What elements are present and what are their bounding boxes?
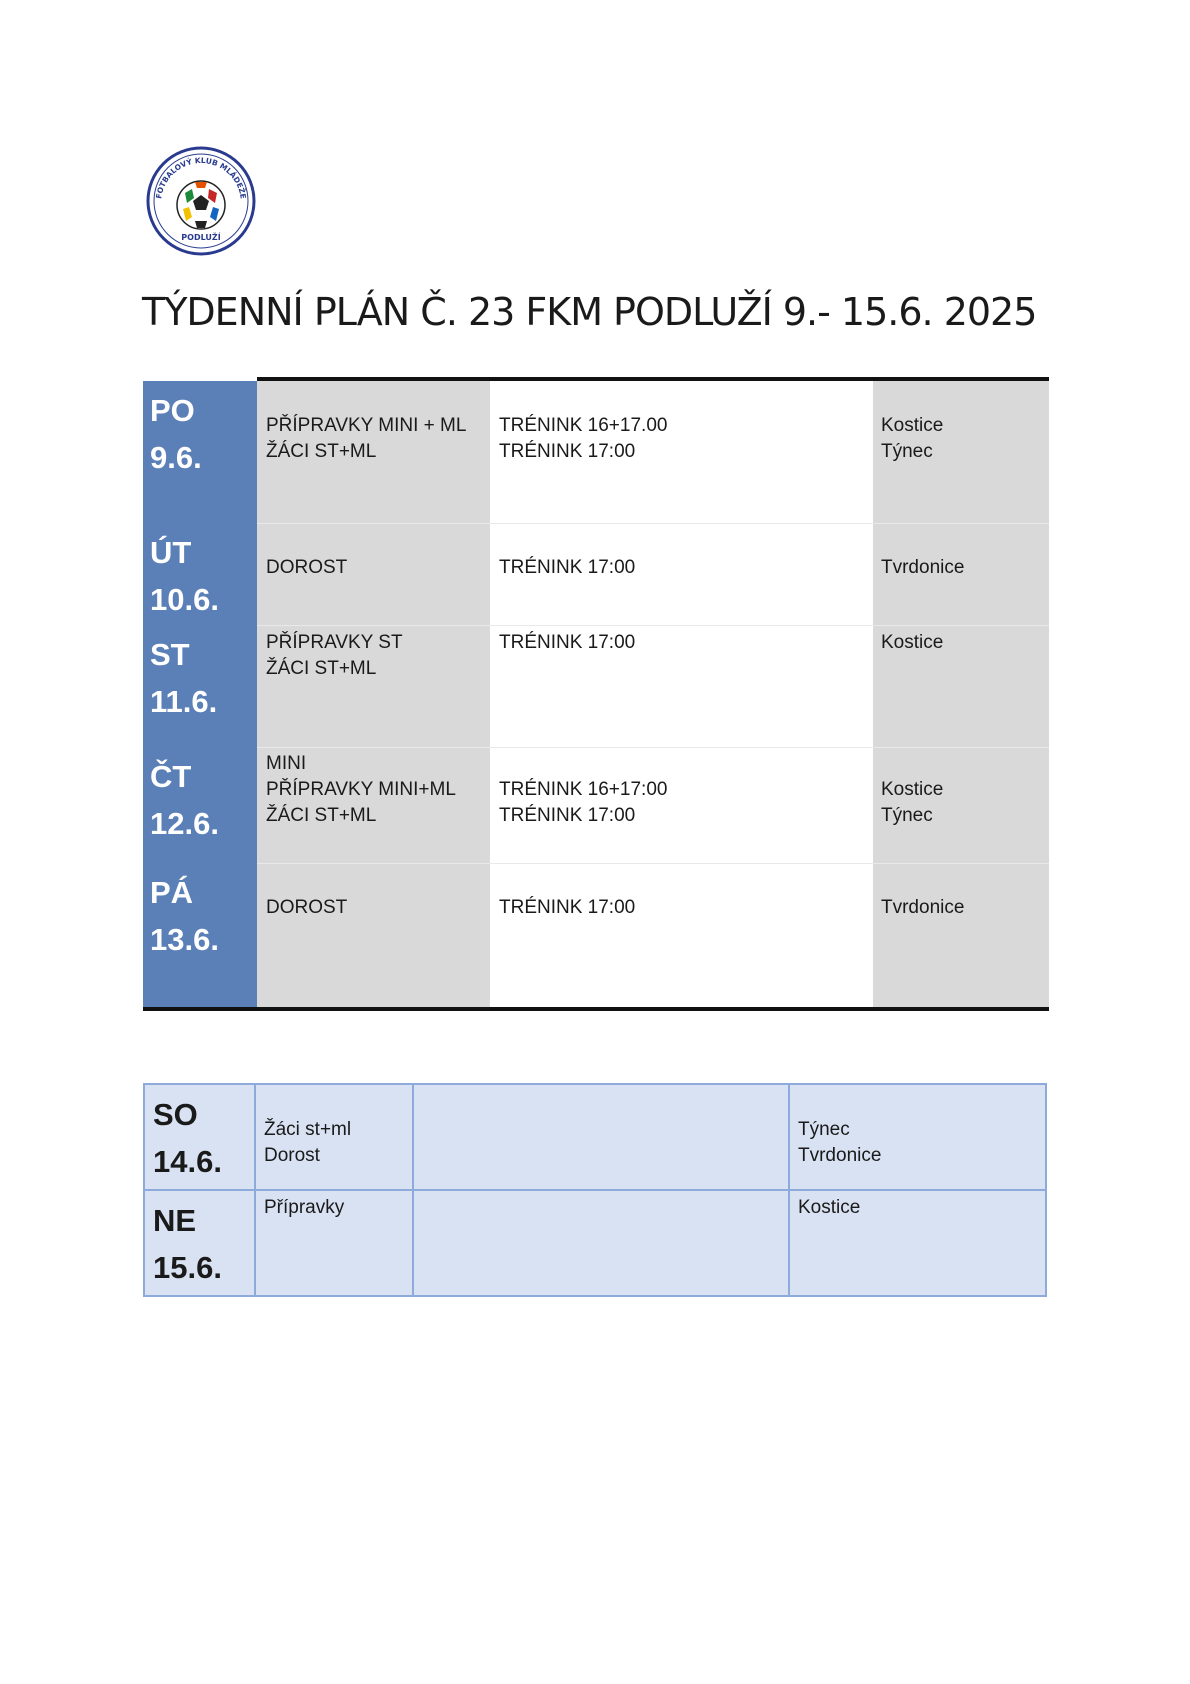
- group-text: ŽÁCI ST+ML: [266, 441, 377, 462]
- group-text: Dorost: [264, 1145, 320, 1166]
- table-bottom-rule: [143, 1007, 1049, 1011]
- activity-text: TRÉNINK 17:00: [499, 557, 636, 578]
- row-divider: [257, 863, 1049, 864]
- day-cell: [143, 863, 257, 1007]
- day-cell: [143, 625, 257, 747]
- group-cell: [257, 381, 490, 523]
- location-text: Týnec: [881, 805, 933, 826]
- day-name: PO: [150, 393, 195, 428]
- location-text: Kostice: [881, 779, 944, 800]
- day-date: 14.6.: [153, 1144, 222, 1179]
- group-cell: [257, 747, 490, 863]
- club-logo: [145, 145, 257, 257]
- day-name: NE: [153, 1203, 197, 1238]
- table-row: [143, 523, 1049, 625]
- day-date: 10.6.: [150, 582, 219, 617]
- group-cell: [255, 1084, 413, 1190]
- day-date: 12.6.: [150, 806, 219, 841]
- location-cell: [873, 625, 1049, 747]
- location-text: Tvrdonice: [881, 557, 965, 578]
- group-cell: [257, 863, 490, 1007]
- group-text: DOROST: [266, 897, 348, 918]
- table-row: [144, 1084, 1046, 1190]
- activity-cell: [490, 523, 873, 625]
- row-divider: [257, 523, 1049, 524]
- activity-cell: [490, 863, 873, 1007]
- day-date: 13.6.: [150, 922, 219, 957]
- activity-text: TRÉNINK 17:00: [499, 805, 636, 826]
- row-divider: [257, 747, 1049, 748]
- day-date: 15.6.: [153, 1250, 222, 1285]
- table-row: [143, 747, 1049, 863]
- group-cell: [257, 523, 490, 625]
- group-text: ŽÁCI ST+ML: [266, 805, 377, 826]
- location-text: Týnec: [881, 441, 933, 462]
- table-row: [143, 863, 1049, 1007]
- group-text: PŘÍPRAVKY ST: [266, 632, 403, 653]
- activity-text: TRÉNINK 16+17:00: [499, 779, 668, 800]
- group-text: PŘÍPRAVKY MINI + ML: [266, 415, 467, 436]
- day-cell: [144, 1084, 255, 1190]
- group-text: Žáci st+ml: [264, 1119, 352, 1140]
- location-text: Kostice: [881, 415, 944, 436]
- day-cell: [143, 747, 257, 863]
- row-divider: [257, 625, 1049, 626]
- day-name: ÚT: [150, 535, 192, 570]
- activity-cell: [490, 381, 873, 523]
- location-cell: [873, 747, 1049, 863]
- group-text: Přípravky: [264, 1197, 345, 1218]
- group-text: DOROST: [266, 557, 348, 578]
- location-cell: [873, 523, 1049, 625]
- location-text: Tvrdonice: [881, 897, 965, 918]
- day-name: ČT: [150, 759, 192, 794]
- logo-text-top: FOTBALOVÝ KLUB MLÁDEŽE: [154, 155, 248, 200]
- day-cell: [143, 523, 257, 625]
- location-cell: [789, 1190, 1046, 1296]
- location-cell: [873, 381, 1049, 523]
- location-cell: [789, 1084, 1046, 1190]
- activity-cell: [490, 625, 873, 747]
- activity-cell: [490, 747, 873, 863]
- location-text: Kostice: [798, 1197, 861, 1218]
- group-text: PŘÍPRAVKY MINI+ML: [266, 779, 456, 800]
- logo-text-bottom: PODLUŽÍ: [181, 233, 221, 242]
- table-row: [143, 381, 1049, 523]
- weekend-schedule-table: [143, 1083, 1047, 1297]
- location-text: Kostice: [881, 632, 944, 653]
- group-text: MINI: [266, 753, 307, 774]
- activity-text: TRÉNINK 17:00: [499, 897, 636, 918]
- day-name: ST: [150, 637, 190, 672]
- day-cell: [144, 1190, 255, 1296]
- table-row: [144, 1190, 1046, 1296]
- day-date: 11.6.: [150, 684, 218, 719]
- table-row: [143, 625, 1049, 747]
- page-title: TÝDENNÍ PLÁN Č. 23 FKM PODLUŽÍ 9.- 15.6. 2025: [142, 290, 1037, 334]
- activity-text: TRÉNINK 17:00: [499, 441, 636, 462]
- activity-text: TRÉNINK 17:00: [499, 632, 636, 653]
- day-name: PÁ: [150, 875, 194, 910]
- group-cell: [255, 1190, 413, 1296]
- day-name: SO: [153, 1097, 198, 1132]
- group-text: ŽÁCI ST+ML: [266, 658, 377, 679]
- day-cell: [143, 381, 257, 523]
- activity-cell: [413, 1190, 789, 1296]
- group-cell: [257, 625, 490, 747]
- activity-text: TRÉNINK 16+17.00: [499, 415, 668, 436]
- activity-cell: [413, 1084, 789, 1190]
- location-text: Týnec: [798, 1119, 850, 1140]
- day-date: 9.6.: [150, 440, 202, 475]
- football-icon: [177, 181, 225, 229]
- location-cell: [873, 863, 1049, 1007]
- location-text: Tvrdonice: [798, 1145, 882, 1166]
